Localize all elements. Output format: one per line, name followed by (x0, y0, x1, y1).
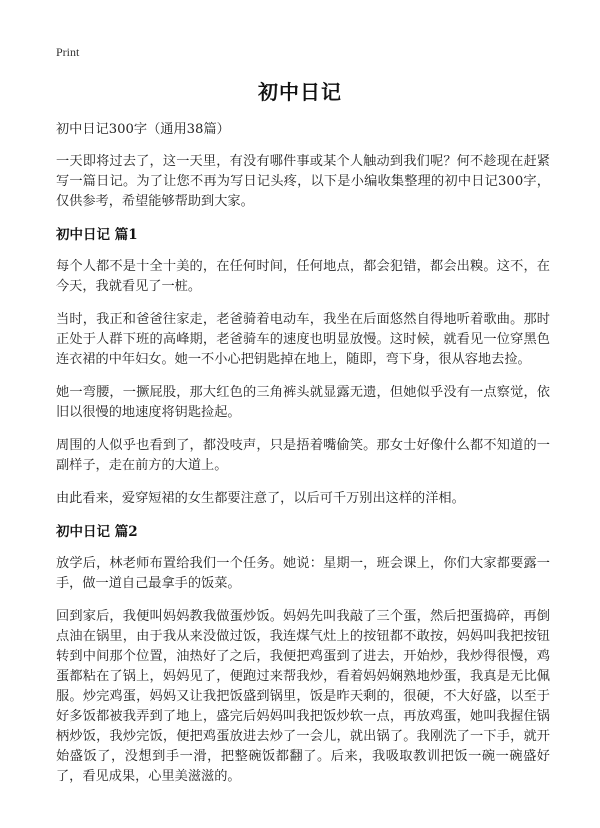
intro-paragraph: 一天即将过去了，这一天里，有没有哪件事或某个人触动到我们呢？何不趁现在赶紧写一篇日记。为了让您不再为写日记头疼，以下是小编收集整理的初中日记300字，仅供参考，希望能够帮助到大家。 (56, 154, 550, 209)
section-heading: 初中日记 篇2 (56, 524, 138, 540)
document-subtitle: 初中日记300字（通用38篇） (56, 122, 230, 137)
section-paragraph: 她一弯腰，一撅屁股，那大红色的三角裤头就显露无遗，但她似乎没有一点察觉，依旧以很慢的地速度将钥匙捡起。 (56, 385, 550, 420)
section-paragraph: 每个人都不是十全十美的，在任何时间，任何地点，都会犯错，都会出糗。这不，在今天，我就看见了一桩。 (56, 259, 550, 294)
document-body (56, 120, 550, 800)
section-paragraph: 周围的人似乎也看到了，都没吱声，只是捂着嘴偷笑。那女士好像什么都不知道的一副样子，走在前方的大道上。 (56, 438, 550, 473)
diary-section-2 (56, 522, 550, 787)
print-link[interactable]: Print (56, 45, 80, 59)
section-paragraph: 由此看来，爱穿短裙的女生都要注意了，以后可千万别出这样的洋相。 (56, 491, 465, 506)
document-title: 初中日记 (258, 80, 342, 104)
diary-section-1 (56, 225, 550, 509)
section-paragraph: 放学后，林老师布置给我们一个任务。她说：星期一，班会课上，你们大家都要露一手，做一道自己最拿手的饭菜。 (56, 556, 550, 591)
section-paragraph: 当时，我正和爸爸往家走，老爸骑着电动车，我坐在后面悠然自得地听着歌曲。那时正处于人群下班的高峰期，老爸骑车的速度也明显放慢。这时候，就看见一位穿黑色连衣裙的中年妇女。她一不小心把钥匙掉在地上，随即，弯下身，很从容地去捡。 (56, 312, 550, 367)
section-heading: 初中日记 篇1 (56, 227, 138, 243)
section-paragraph: 回到家后，我便叫妈妈教我做蛋炒饭。妈妈先叫我敲了三个蛋，然后把蛋捣碎，再倒点油在锅里，由于我从来没做过饭，我连煤气灶上的按钮都不敢按，妈妈叫我把按钮转到中间那个位置，油热好了之后，我便把鸡蛋到了进去，开始炒，我炒得很慢，鸡蛋都粘在了锅上，妈妈见了，便跑过来帮我炒，看着妈妈娴熟地炒蛋，我真是无比佩服。炒完鸡蛋，妈妈又让我把饭盛到锅里，饭是昨天剩的，很硬，不大好盛，以至于好多饭都被我弄到了地上，盛完后妈妈叫我把饭炒软一点，再放鸡蛋，她叫我握住锅柄炒饭，我炒完饭，便把鸡蛋放进去炒了一会儿，就出锅了。我刚洗了一下手，就开始盛饭了，没想到手一滑，把整碗饭都翻了。后来，我吸取教训把饭一碗一碗盛好了，看见成果，心里美滋滋的。 (56, 609, 550, 784)
